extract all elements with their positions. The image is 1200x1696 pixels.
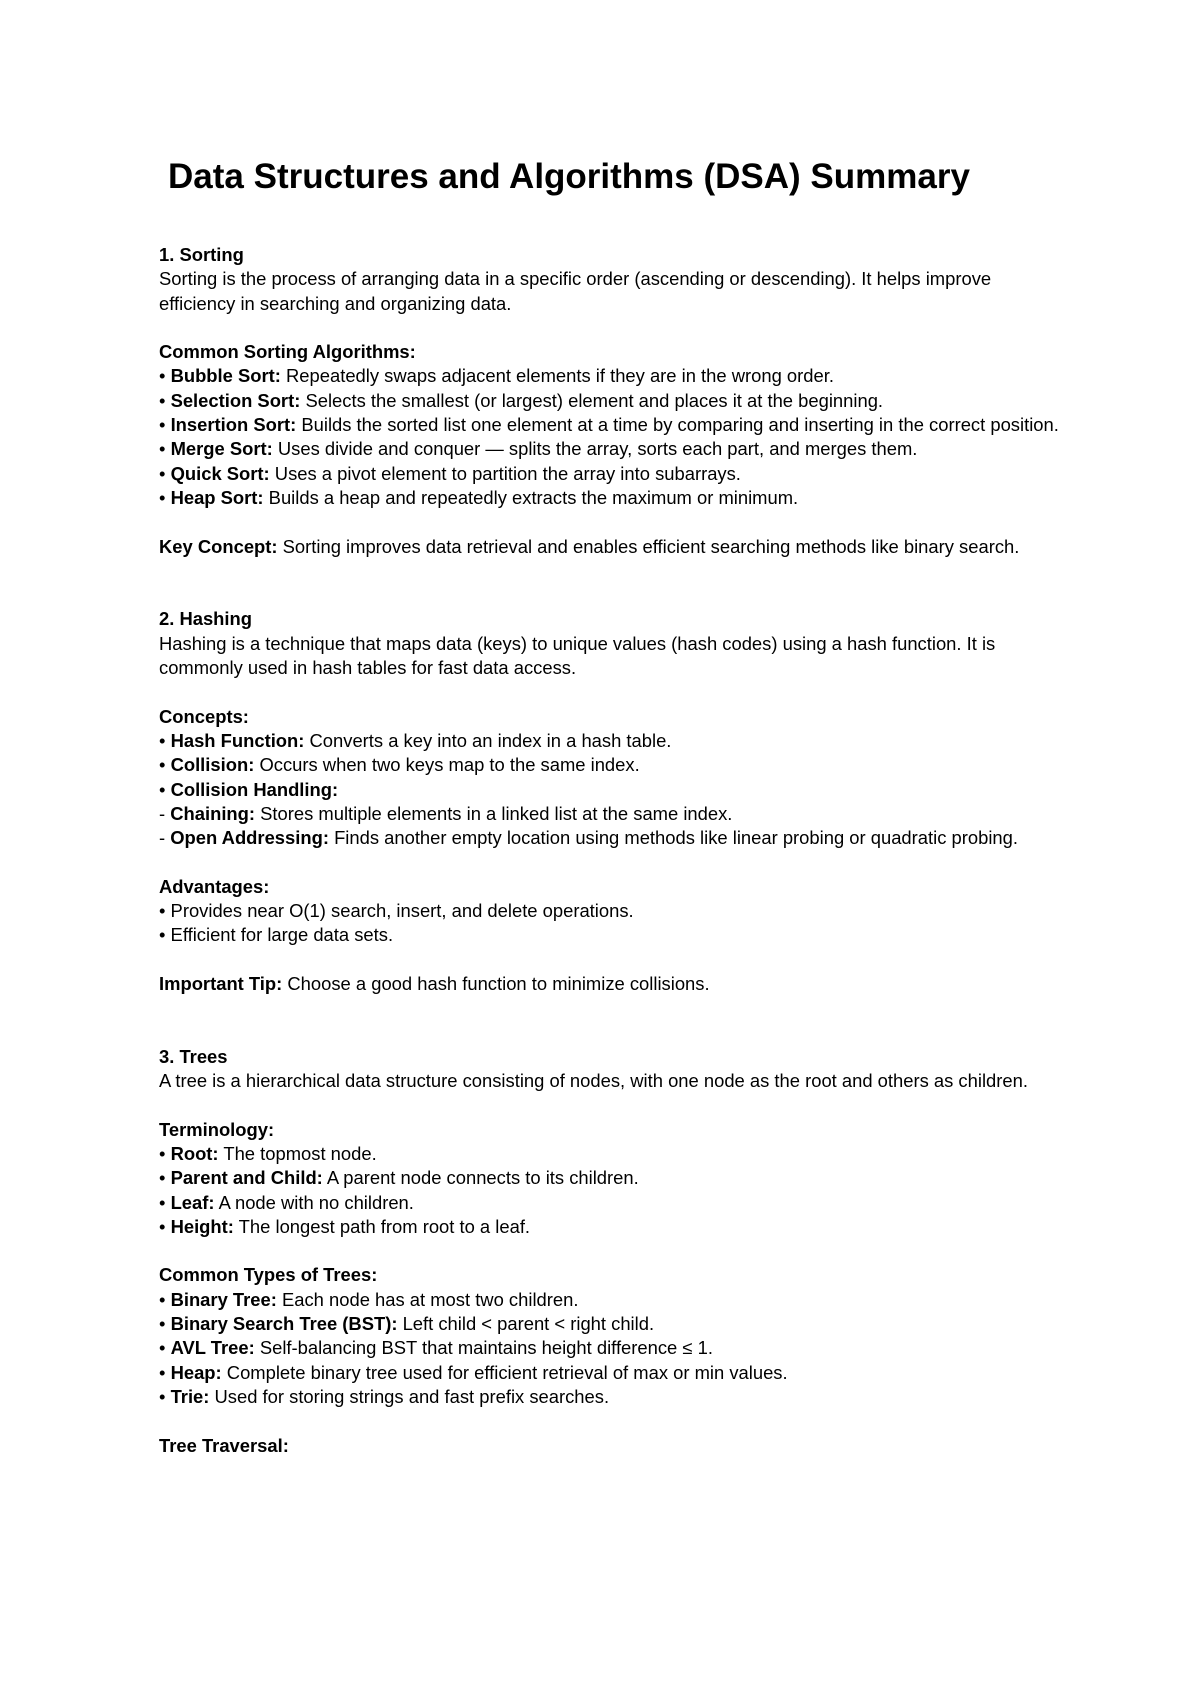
bullet-list [159,364,1059,510]
sub-heading: Common Types of Trees: [159,1264,378,1286]
list-item: • Collision: Occurs when two keys map to the same index. [159,754,640,776]
list-item: • Insertion Sort: Builds the sorted list one element at a time by comparing and inserting in the correct position. [159,414,1059,436]
list-item: • Heap: Complete binary tree used for efficient retrieval of max or min values. [159,1361,788,1383]
section-trees [159,1045,1059,1458]
list-item: • Efficient for large data sets. [159,924,394,946]
list-item: • Binary Search Tree (BST): Left child < parent < right child. [159,1313,655,1335]
list-item: • Heap Sort: Builds a heap and repeatedly extracts the maximum or minimum. [159,486,799,508]
bullet-list [159,899,1059,948]
list-item: • Hash Function: Converts a key into an index in a hash table. [159,729,672,751]
section-heading: 2. Hashing [159,608,252,630]
bullet-list [159,1288,1059,1409]
key-concept-note: Key Concept: Sorting improves data retrieval and enables efficient searching methods like binary search. [159,535,1020,557]
list-item: • AVL Tree: Self-balancing BST that maintains height difference ≤ 1. [159,1337,713,1359]
tip-note: Important Tip: Choose a good hash function to minimize collisions. [159,972,710,994]
section-hashing [159,607,1059,996]
section-intro: Sorting is the process of arranging data in a specific order (ascending or descending). It helps improve efficiency in searching and organizing data. [159,268,992,314]
list-item: • Provides near O(1) search, insert, and delete operations. [159,900,634,922]
sub-heading: Advantages: [159,875,270,897]
section-intro: Hashing is a technique that maps data (keys) to unique values (hash codes) using a hash function. It is commonly used in hash tables for fast data access. [159,632,996,679]
list-item: • Merge Sort: Uses divide and conquer — splits the array, sorts each part, and merges them. [159,438,918,460]
list-item: - Chaining: Stores multiple elements in a linked list at the same index. [159,802,733,824]
section-intro: A tree is a hierarchical data structure consisting of nodes, with one node as the root and others as children. [159,1070,1028,1092]
bullet-list [159,729,1059,850]
list-item: • Root: The topmost node. [159,1142,377,1164]
list-item: • Leaf: A node with no children. [159,1191,414,1213]
document-page [159,155,1059,1458]
sub-heading: Common Sorting Algorithms: [159,341,416,363]
section-heading: 1. Sorting [159,244,244,265]
list-item: • Trie: Used for storing strings and fast prefix searches. [159,1385,610,1407]
list-item: • Quick Sort: Uses a pivot element to partition the array into subarrays. [159,462,741,484]
list-item: • Parent and Child: A parent node connects to its children. [159,1167,639,1189]
list-item: • Binary Tree: Each node has at most two children. [159,1288,579,1310]
list-item: • Selection Sort: Selects the smallest (or largest) element and places it at the beginning. [159,389,884,411]
section-heading: 3. Trees [159,1045,228,1067]
bullet-list [159,1142,1059,1239]
section-sorting [159,243,1059,559]
sub-heading: Tree Traversal: [159,1434,289,1456]
sub-heading: Terminology: [159,1118,275,1140]
list-item: • Height: The longest path from root to a leaf. [159,1215,531,1237]
list-item: • Bubble Sort: Repeatedly swaps adjacent elements if they are in the wrong order. [159,365,834,387]
list-item: - Open Addressing: Finds another empty location using methods like linear probing or quadratic probing. [159,827,1018,849]
page-title: Data Structures and Algorithms (DSA) Summary [168,157,970,196]
sub-heading: Concepts: [159,705,249,727]
list-item: • Collision Handling: [159,778,339,800]
